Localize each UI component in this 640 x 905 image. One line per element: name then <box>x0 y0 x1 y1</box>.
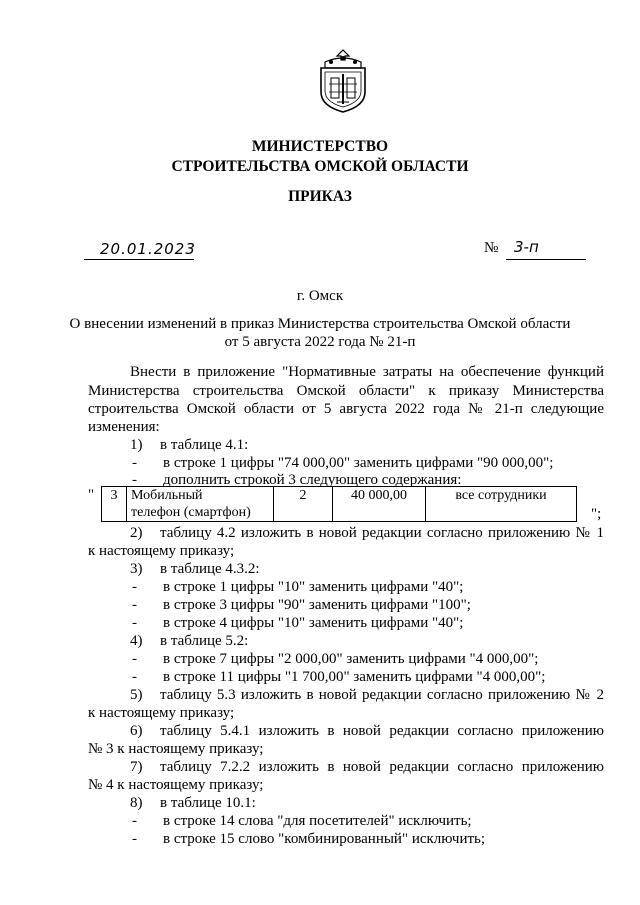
item4-sub1: в строке 7 цифры "2 000,00" заменить цифрами "4 000,00"; <box>163 651 539 667</box>
item5-line2: к настоящему приказу; <box>88 705 235 721</box>
item2-line2: к настоящему приказу; <box>88 543 235 559</box>
item7-line2: № 4 к настоящему приказу; <box>88 777 264 793</box>
dash: - <box>132 455 137 471</box>
item8-text: в таблице 10.1: <box>160 795 256 811</box>
table-quote-open: " <box>88 487 95 503</box>
cell-name-line1: Мобильный <box>131 488 203 503</box>
item8-number: 8) <box>130 795 143 811</box>
item4-number: 4) <box>130 633 143 649</box>
subject-line1: О внесении изменений в приказ Министерства строительства Омской области <box>69 316 571 332</box>
dash: - <box>132 472 137 488</box>
cell-price: 40 000,00 <box>333 487 426 522</box>
item1-sub1: в строке 1 цифры "74 000,00" заменить цифрами "90 000,00"; <box>163 455 554 471</box>
item4-text: в таблице 5.2: <box>160 633 249 649</box>
item1-sub2: дополнить строкой 3 следующего содержания: <box>163 472 462 488</box>
cell-name <box>127 487 274 522</box>
dash: - <box>132 831 137 847</box>
order-date: 20.01.2023 <box>100 240 196 258</box>
item5-line1: таблицу 5.3 изложить в новой редакции согласно приложению № 2 <box>160 687 604 703</box>
item7-number: 7) <box>130 759 143 775</box>
item5-number: 5) <box>130 687 143 703</box>
dash: - <box>132 579 137 595</box>
item7-line1: таблицу 7.2.2 изложить в новой редакции согласно приложению <box>160 759 604 775</box>
item2-line1: таблицу 4.2 изложить в новой редакции согласно приложению № 1 <box>160 525 604 541</box>
item8-sub2: в строке 15 слово "комбинированный" исключить; <box>163 831 486 847</box>
item6-number: 6) <box>130 723 143 739</box>
intro-line1: Внести в приложение "Нормативные затраты на обеспечение функций <box>130 364 604 380</box>
cell-quantity: 2 <box>274 487 333 522</box>
item3-sub3: в строке 4 цифры "10" заменить цифрами "40"; <box>163 615 464 631</box>
item1-number: 1) <box>130 437 143 453</box>
inserted-table-row <box>101 486 577 522</box>
item3-sub2: в строке 3 цифры "90" заменить цифрами "100"; <box>163 597 471 613</box>
ministry-name-line2: СТРОИТЕЛЬСТВА ОМСКОЙ ОБЛАСТИ <box>171 158 469 175</box>
cell-staff: все сотрудники <box>426 487 577 522</box>
subject-line2: от 5 августа 2022 года № 21-п <box>224 334 416 350</box>
intro-line4: изменения: <box>88 419 160 435</box>
cell-number: 3 <box>102 487 127 522</box>
item3-text: в таблице 4.3.2: <box>160 561 260 577</box>
order-number: 3-п <box>514 238 539 256</box>
table-row <box>102 487 577 522</box>
intro-line2: Министерства строительства Омской области" к приказу Министерства <box>88 383 604 399</box>
item6-line2: № 3 к настоящему приказу; <box>88 741 264 757</box>
dash: - <box>132 597 137 613</box>
dash: - <box>132 615 137 631</box>
item3-number: 3) <box>130 561 143 577</box>
cell-name-line2: телефон (смартфон) <box>131 505 251 520</box>
dash: - <box>132 651 137 667</box>
item3-sub1: в строке 1 цифры "10" заменить цифрами "40"; <box>163 579 464 595</box>
item1-text: в таблице 4.1: <box>160 437 249 453</box>
dash: - <box>132 813 137 829</box>
table-quote-close: "; <box>591 506 602 522</box>
item8-sub1: в строке 14 слова "для посетителей" исключить; <box>163 813 472 829</box>
number-underline <box>506 259 586 260</box>
order-title: ПРИКАЗ <box>288 188 352 205</box>
coat-of-arms-emblem <box>315 48 371 114</box>
date-underline <box>84 259 194 260</box>
item2-number: 2) <box>130 525 143 541</box>
ministry-name-line1: МИНИСТЕРСТВО <box>251 138 389 155</box>
intro-line3: строительства Омской области от 5 августа 2022 года № 21-п следующие <box>88 401 604 417</box>
city: г. Омск <box>296 288 344 304</box>
item6-line1: таблицу 5.4.1 изложить в новой редакции согласно приложению <box>160 723 604 739</box>
item4-sub2: в строке 11 цифры "1 700,00" заменить цифрами "4 000,00"; <box>163 669 546 685</box>
dash: - <box>132 669 137 685</box>
number-sign: № <box>484 240 499 256</box>
